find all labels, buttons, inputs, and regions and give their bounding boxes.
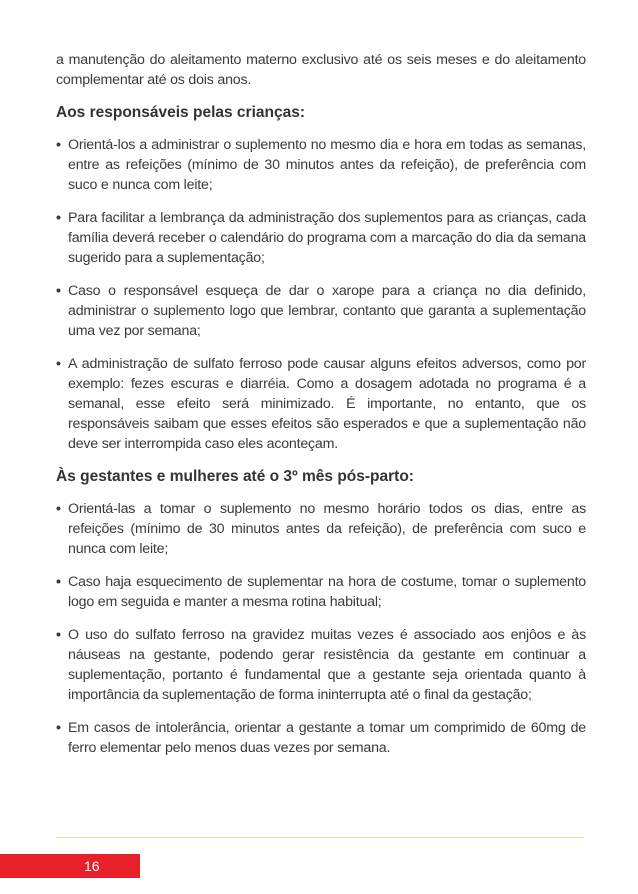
list-item-text: Em casos de intolerância, orientar a gestante a tomar um comprimido de 60mg de ferro elementar pelo menos duas vezes por semana.	[68, 720, 586, 756]
bullet-icon: •	[56, 210, 61, 226]
list-item	[56, 572, 586, 612]
list-item	[56, 281, 586, 341]
bullet-icon: •	[56, 627, 61, 643]
section-heading-children: Aos responsáveis pelas crianças:	[56, 104, 305, 121]
document-page	[56, 50, 586, 771]
page-number: 16	[84, 858, 100, 874]
bullet-icon: •	[56, 137, 61, 153]
page-number-tab	[0, 854, 140, 878]
section-heading-pregnant: Às gestantes e mulheres até o 3º mês pós-parto:	[56, 468, 414, 485]
list-item	[56, 718, 586, 758]
children-guidelines-list	[56, 135, 586, 454]
list-item-text: O uso do sulfato ferroso na gravidez muitas vezes é associado aos enjôos e às náuseas na gestante, podendo gerar resistência da gestante em continuar a suplementação, portanto é fundamental que a gestante seja orientada quanto à importância da suplementação de forma ininterrupta até o final da gestação;	[68, 627, 586, 703]
bullet-icon: •	[56, 501, 61, 517]
list-item-text: Caso o responsável esqueça de dar o xarope para a criança no dia definido, administrar o suplemento logo que lembrar, contanto que garanta a suplementação uma vez por semana;	[68, 283, 586, 339]
bullet-icon: •	[56, 356, 61, 372]
list-item	[56, 208, 586, 268]
bullet-icon: •	[56, 574, 61, 590]
intro-paragraph: a manutenção do aleitamento materno exclusivo até os seis meses e do aleitamento complementar até os dois anos.	[56, 52, 586, 88]
list-item	[56, 625, 586, 705]
list-item-text: A administração de sulfato ferroso pode causar alguns efeitos adversos, como por exemplo: fezes escuras e diarréia. Como a dosagem adotada no programa é a semanal, esse efeito será minimizado. É importante, no entanto, que os responsáveis saibam que esses efeitos são esperados e que a suplementação não deve ser interrompida caso eles aconteçam.	[68, 356, 586, 452]
bullet-icon: •	[56, 283, 61, 299]
footer-divider	[56, 837, 584, 838]
list-item	[56, 135, 586, 195]
list-item-text: Para facilitar a lembrança da administração dos suplementos para as crianças, cada família deverá receber o calendário do programa com a marcação do dia da semana sugerido para a suplementação;	[68, 210, 586, 266]
list-item-text: Orientá-las a tomar o suplemento no mesmo horário todos os dias, entre as refeições (mínimo de 30 minutos antes da refeição), de preferência com suco e nunca com leite;	[68, 501, 586, 557]
bullet-icon: •	[56, 720, 61, 736]
list-item-text: Orientá-los a administrar o suplemento no mesmo dia e hora em todas as semanas, entre as refeições (mínimo de 30 minutos antes da refeição), de preferência com suco e nunca com leite;	[68, 137, 586, 193]
pregnant-guidelines-list	[56, 499, 586, 758]
list-item	[56, 499, 586, 559]
list-item-text: Caso haja esquecimento de suplementar na hora de costume, tomar o suplemento logo em seguida e manter a mesma rotina habitual;	[68, 574, 586, 610]
list-item	[56, 354, 586, 454]
